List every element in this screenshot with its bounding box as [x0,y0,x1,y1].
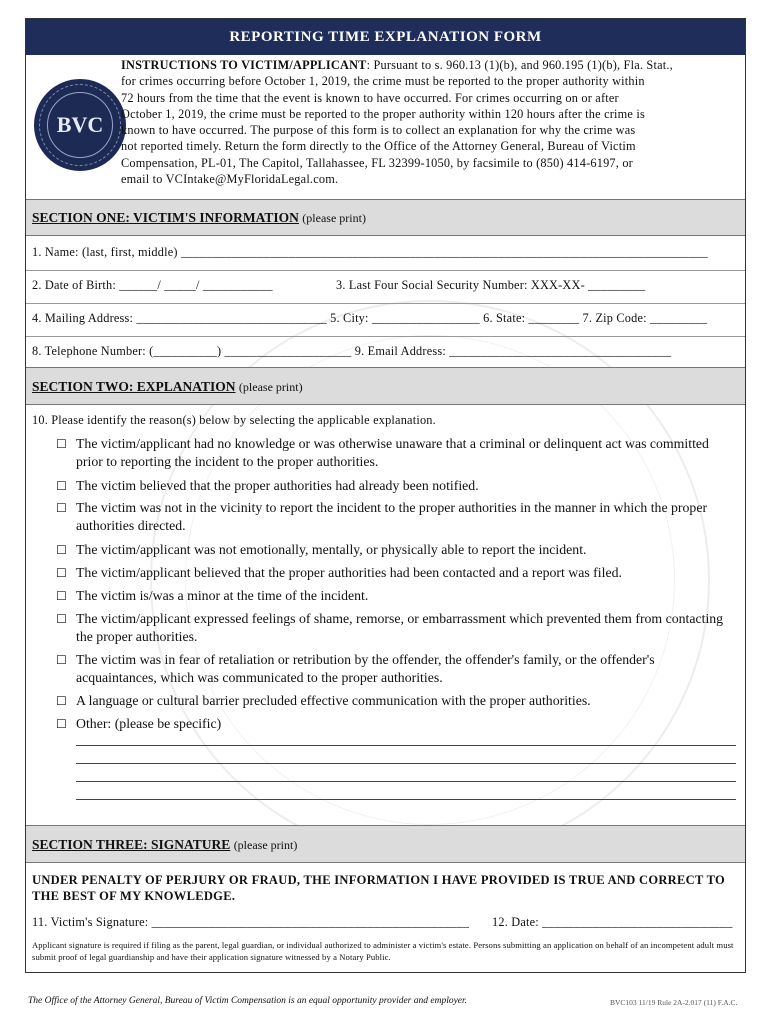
instructions-line: email to VCIntake@MyFloridaLegal.com. [121,172,339,187]
option-believed-contacted[interactable]: ☐ The victim/applicant believed that the proper authorities had been contacted and a report was filed. [56,565,622,580]
perjury-declaration: UNDER PENALTY OF PERJURY OR FRAUD, THE INFORMATION I HAVE PROVIDED IS TRUE AND CORRECT TO THE BEST OF MY KNOWLEDGE. [32,873,726,903]
checkbox[interactable]: ☐ [56,653,67,667]
checkbox[interactable]: ☐ [56,612,67,626]
instructions-label: INSTRUCTIONS TO VICTIM/APPLICANT [121,58,367,72]
instructions-line: for crimes occurring before October 1, 2019, the crime must be reported to the proper authority within [121,74,645,89]
option-not-able[interactable]: ☐ The victim/applicant was not emotionally, mentally, or physically able to report the incident. [56,542,587,557]
option-not-in-vicinity[interactable]: ☐ The victim was not in the vicinity to report the incident to the proper authorities in the manner in which the proper authorities directed. [56,500,708,533]
section-one-header [26,199,745,236]
reason-prompt: 10. Please identify the reason(s) below by selecting the applicable explanation. [32,413,436,427]
option-no-knowledge[interactable]: ☐ The victim/applicant had no knowledge or was otherwise unaware that a criminal or delinquent act was committed prior to reporting the incident to the proper authorities. [56,436,709,469]
checkbox[interactable]: ☐ [56,479,67,493]
phone-email-line[interactable]: 8. Telephone Number: (__________) ____________________ 9. Email Address: ___________________________________ [32,344,672,358]
dob-field[interactable]: 2. Date of Birth: ______/ _____/ ___________ [32,278,273,292]
instructions-line: October 1, 2019, the crime must be reported to the proper authority within 120 hours after the crime is [121,106,645,121]
signature-field[interactable]: 11. Victim's Signature: __________________________________________________ [32,915,470,929]
option-believed-notified[interactable]: ☐ The victim believed that the proper authorities had already been notified. [56,478,479,493]
option-shame[interactable]: ☐ The victim/applicant expressed feelings of shame, remorse, or embarrassment which prevented them from contacting the proper authorities. [56,611,724,644]
option-other[interactable]: ☐ Other: (please be specific) [56,716,222,731]
divider [26,336,745,337]
checkbox[interactable]: ☐ [56,566,67,580]
option-fear-retaliation[interactable]: ☐ The victim was in fear of retaliation or retribution by the offender, the offender's family, or the offender's acquaintances, which was communicated to the proper authorities. [56,652,655,685]
signature-fineprint: Applicant signature is required if filing as the parent, legal guardian, or individual authorized to administer a victim's estate. Persons submitting an application on behalf of an incompetent adult must submit proof of legal guardianship and have their application signature witnessed by a Notary Public. [32,940,734,962]
other-explanation-line[interactable] [76,781,736,782]
instructions-line: Compensation, PL-01, The Capitol, Tallahassee, FL 32399-1050, by facsimile to (850) 414-6197, or [121,155,633,170]
other-explanation-line[interactable] [76,763,736,764]
section-three-header [26,825,745,863]
seal-monogram: BVC [47,92,113,158]
section-three-note: (please print) [233,838,298,852]
divider [26,303,745,304]
other-explanation-line[interactable] [76,799,736,800]
instructions-line-1: INSTRUCTIONS TO VICTIM/APPLICANT: Pursuant to s. 960.13 (1)(b), and 960.195 (1)(b), Fla. Stat., [121,58,673,72]
instructions-line: known to have occurred. The purpose of this form is to collect an explanation for why the crime was [121,123,636,138]
instructions [121,57,733,187]
section-two-note: (please print) [238,380,303,394]
form-container [25,18,746,973]
divider [26,270,745,271]
bvc-seal-logo [34,79,126,171]
section-two-title: SECTION TWO: EXPLANATION [32,379,236,394]
instructions-line: not reported timely. Return the form directly to the Office of the Attorney General, Bureau of Victim [121,139,636,154]
checkbox[interactable]: ☐ [56,501,67,515]
ssn-field[interactable]: 3. Last Four Social Security Number: XXX-XX- _________ [336,278,646,292]
checkbox[interactable]: ☐ [56,717,67,731]
checkbox[interactable]: ☐ [56,589,67,603]
section-one-note: (please print) [302,211,366,225]
other-explanation-line[interactable] [76,745,736,746]
checkbox[interactable]: ☐ [56,437,67,451]
instructions-line: 72 hours from the time that the event is known to have occurred. For crimes occurring on or after [121,90,619,105]
address-line[interactable]: 4. Mailing Address: ______________________________ 5. City: _________________ 6. State: ________ 7. Zip Code: _________ [32,311,708,325]
section-one-title: SECTION ONE: VICTIM'S INFORMATION [32,210,299,225]
checkbox[interactable]: ☐ [56,543,67,557]
footer-form-code: BVC103 11/19 Rule 2A-2.017 (11) F.A.C. [610,998,738,1007]
section-three-title: SECTION THREE: SIGNATURE [32,837,231,852]
option-minor[interactable]: ☐ The victim is/was a minor at the time of the incident. [56,588,369,603]
footer-equal-opportunity: The Office of the Attorney General, Bureau of Victim Compensation is an equal opportunity provider and employer. [28,996,468,1006]
checkbox[interactable]: ☐ [56,694,67,708]
option-language-barrier[interactable]: ☐ A language or cultural barrier precluded effective communication with the proper authorities. [56,693,591,708]
section-two-header [26,367,745,405]
form-title: REPORTING TIME EXPLANATION FORM [26,19,745,55]
date-field[interactable]: 12. Date: ______________________________ [492,915,733,929]
name-field[interactable]: 1. Name: (last, first, middle) ___________________________________________________________________________________ [32,245,708,259]
